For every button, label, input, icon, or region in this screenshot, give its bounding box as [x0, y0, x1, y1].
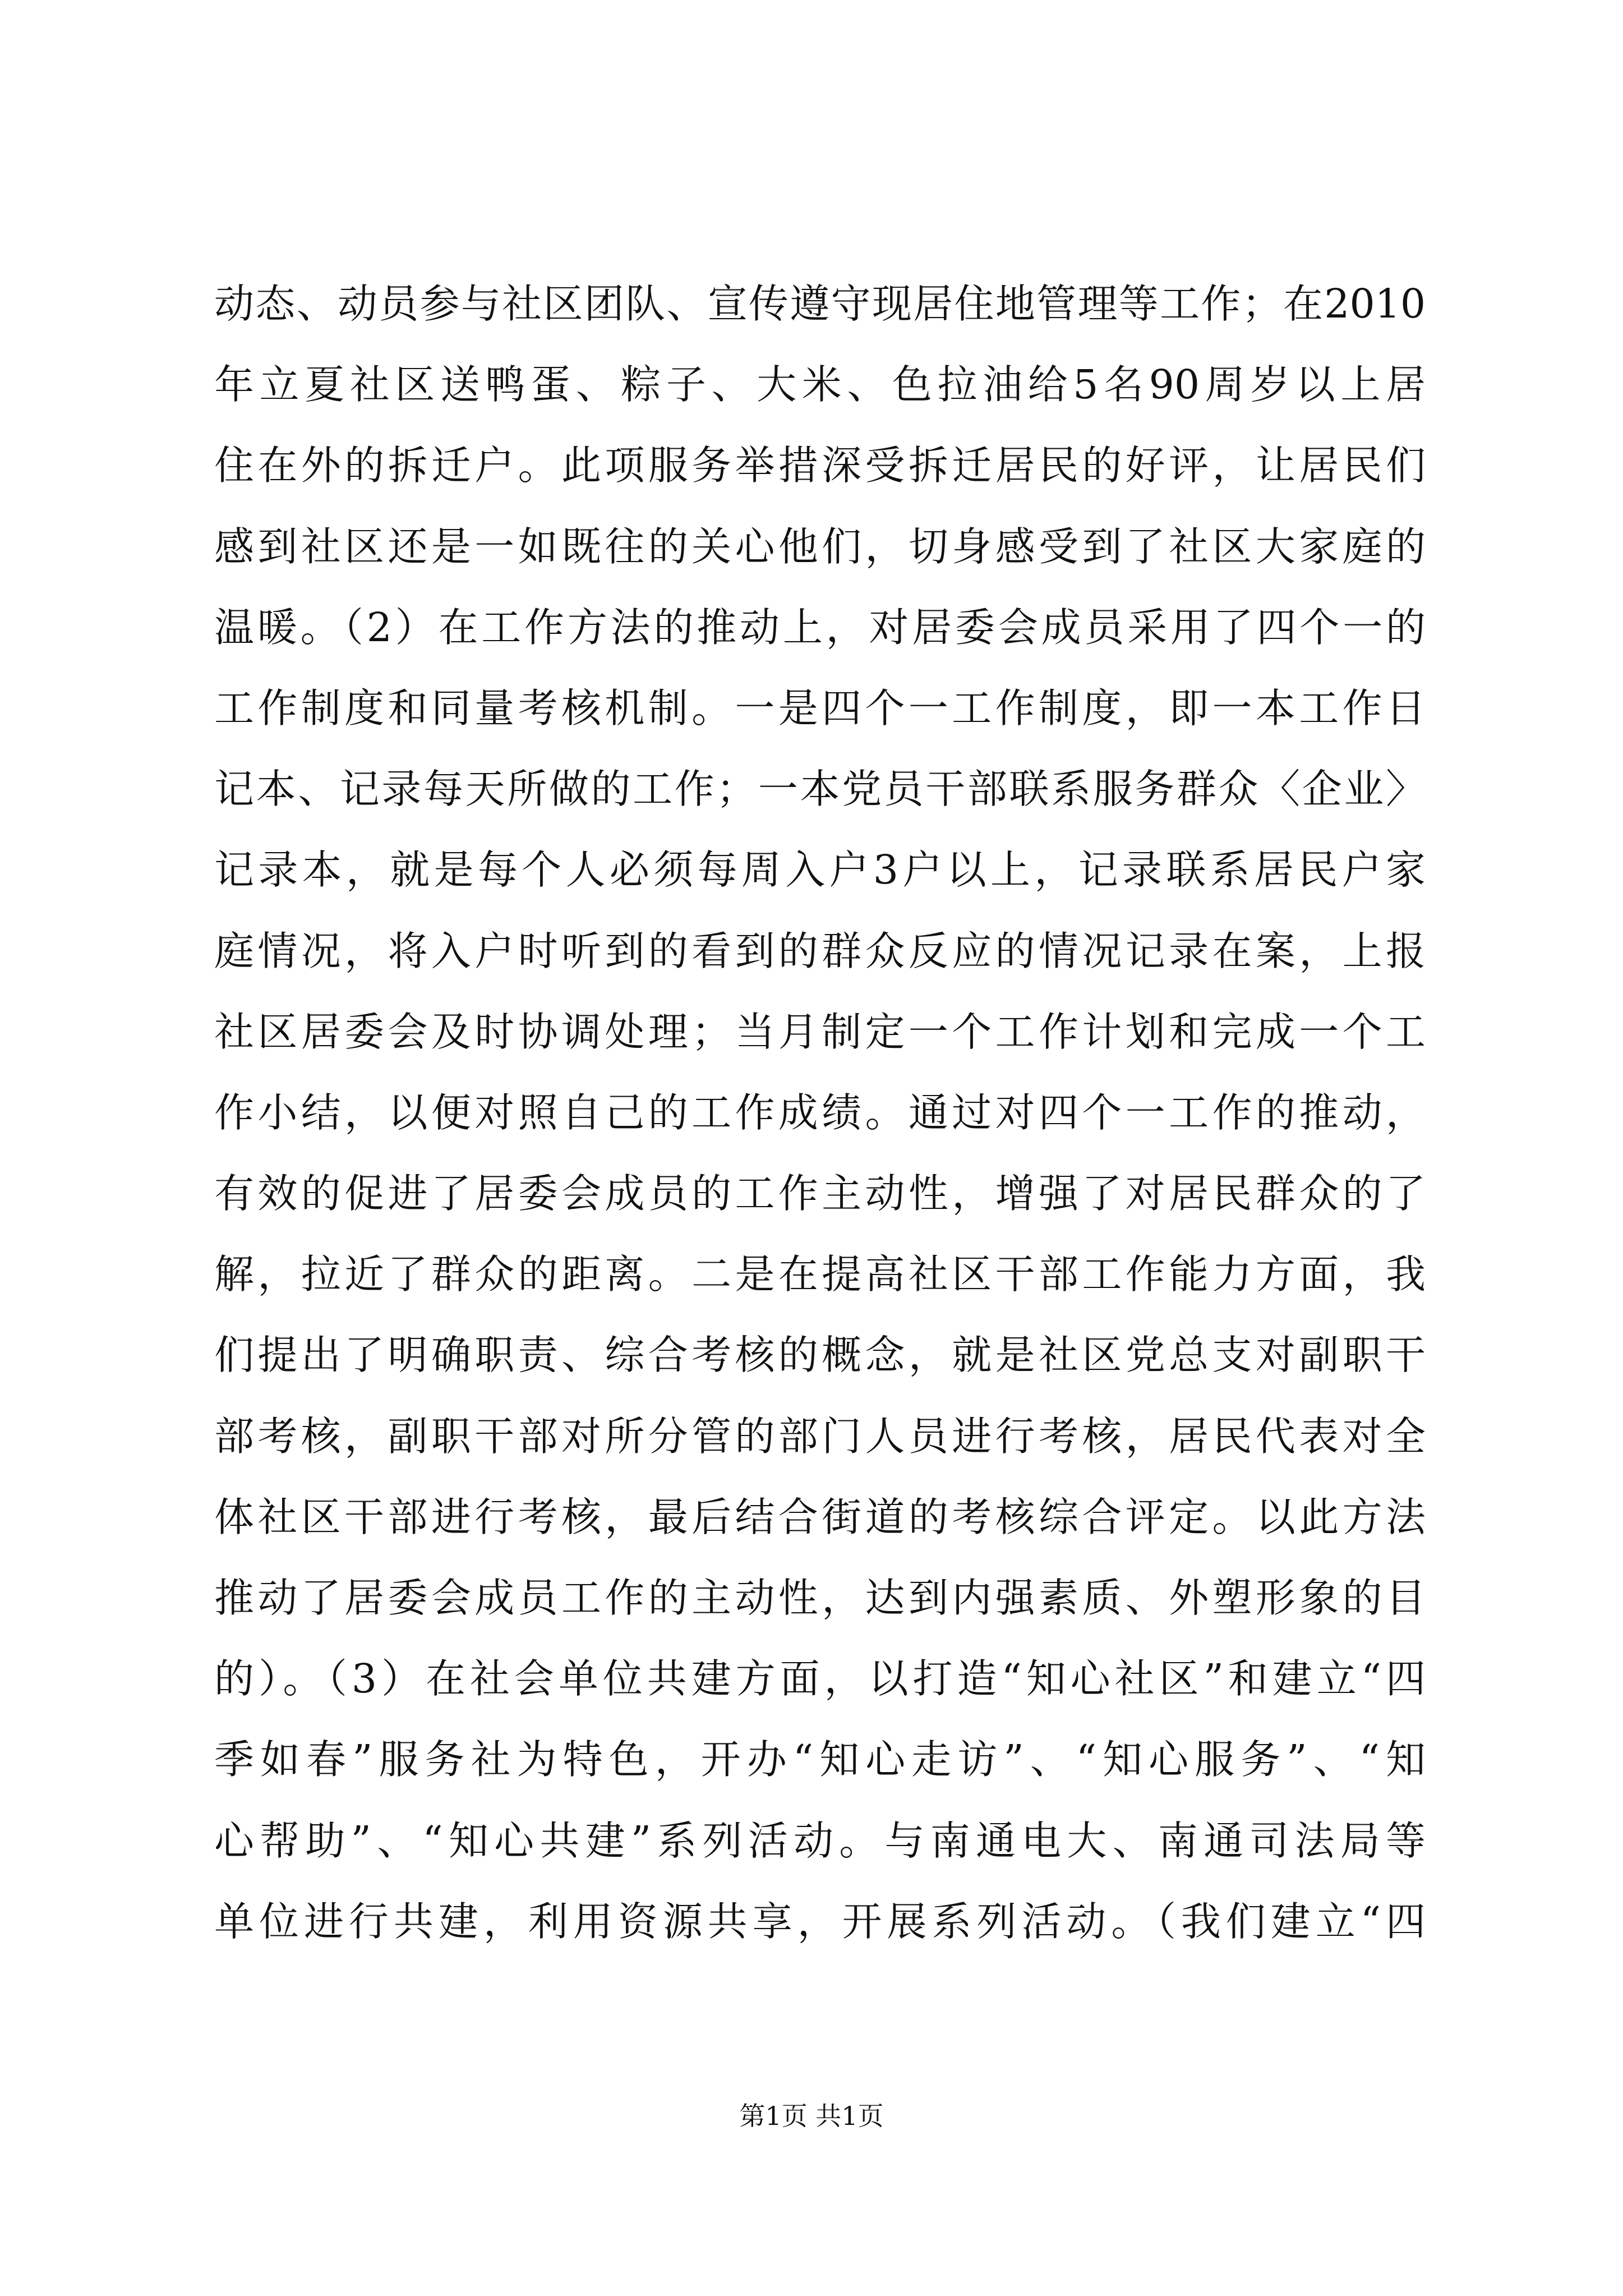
- text-line: 记录本，就是每个人必须每周入户3户以上，记录联系居民户家: [214, 846, 1426, 894]
- text-line: 工作制度和同量考核机制。一是四个一工作制度，即一本工作日: [214, 684, 1426, 731]
- text-line: 们提出了明确职责、综合考核的概念，就是社区党总支对副职干: [214, 1332, 1426, 1379]
- text-line: 解，拉近了群众的距离。二是在提高社区干部工作能力方面，我: [214, 1251, 1426, 1298]
- text-line: 部考核，副职干部对所分管的部门人员进行考核，居民代表对全: [214, 1412, 1426, 1460]
- text-line: 住在外的拆迁户。此项服务举措深受拆迁居民的好评，让居民们: [214, 442, 1426, 489]
- text-line: 有效的促进了居委会成员的工作主动性，增强了对居民群众的了: [214, 1170, 1426, 1217]
- text-line: 感到社区还是一如既往的关心他们，切身感受到了社区大家庭的: [214, 523, 1426, 570]
- text-line: 季如春”服务社为特色，开办“知心走访”、“知心服务”、“知: [214, 1736, 1426, 1783]
- text-line: 的）。（3）在社会单位共建方面，以打造“知心社区”和建立“四: [214, 1655, 1426, 1703]
- text-line: 单位进行共建，利用资源共享，开展系列活动。（我们建立“四: [214, 1898, 1426, 1945]
- text-line: 年立夏社区送鸭蛋、粽子、大米、色拉油给5名90周岁以上居: [214, 361, 1426, 408]
- text-line: 记本、记录每天所做的工作；一本党员干部联系服务群众〈企业〉: [214, 766, 1426, 813]
- text-line: 作小结，以便对照自己的工作成绩。通过对四个一工作的推动，: [214, 1089, 1426, 1136]
- text-line: 体社区干部进行考核，最后结合街道的考核综合评定。以此方法: [214, 1493, 1426, 1540]
- text-line: 推动了居委会成员工作的主动性，达到内强素质、外塑形象的目: [214, 1575, 1426, 1621]
- text-line: 动态、动员参与社区团队、宣传遵守现居住地管理等工作；在2010: [214, 280, 1426, 327]
- text-line: 社区居委会及时协调处理；当月制定一个工作计划和完成一个工: [214, 1008, 1426, 1055]
- body-paragraph: [214, 264, 1426, 1962]
- text-line: 庭情况，将入户时听到的看到的群众反应的情况记录在案，上报: [214, 927, 1426, 974]
- text-line: 心帮助”、“知心共建”系列活动。与南通电大、南通司法局等: [214, 1817, 1426, 1864]
- text-line: 温暖。（2）在工作方法的推动上，对居委会成员采用了四个一的: [214, 604, 1426, 651]
- page-footer: 第1页 共1页: [739, 2101, 884, 2131]
